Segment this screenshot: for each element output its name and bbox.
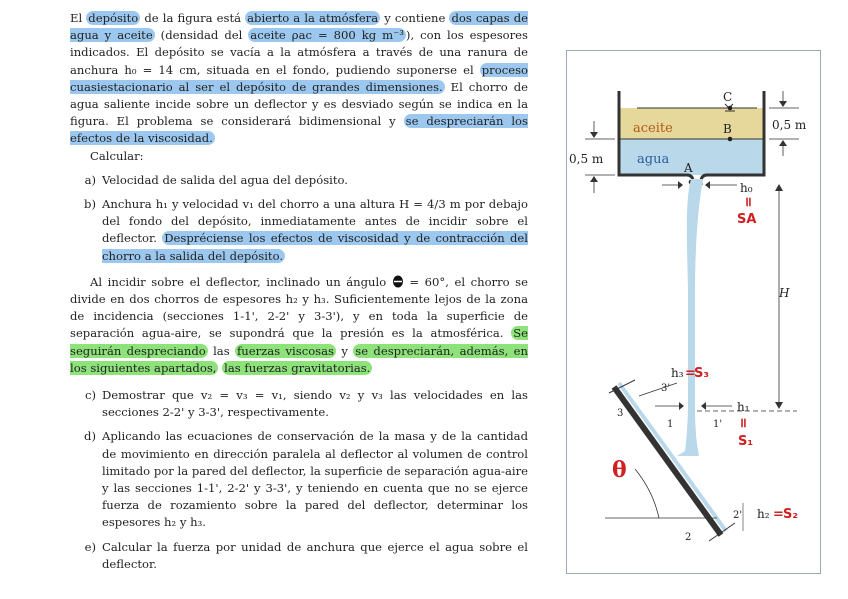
question-text: Calcular la fuerza por unidad de anchura que ejerce el agua sobre el deflector. bbox=[102, 539, 528, 571]
question-label: c) bbox=[84, 388, 96, 403]
deflector-paragraph bbox=[70, 274, 528, 377]
point-B bbox=[728, 137, 733, 142]
para-text: = 60°, el chorro se divide en dos chorros de espesores h₂ y h₃. Suficientemente lejos de la zona de incidencia (secciones 1-1', 2-2' y 3-3'), y en toda la superficie de separación agua-aire, se supondrá que la presión es la atmosférica. bbox=[70, 274, 528, 341]
arrowhead bbox=[775, 184, 783, 191]
section-label: 1' bbox=[713, 419, 723, 430]
water-label: agua bbox=[637, 152, 670, 167]
arrowhead bbox=[590, 132, 598, 138]
intro-text: ), con los espesores indicados. El depósito se vacía a la atmósfera a través de una ranura de anchura h₀ = 14 cm, situada en el fondo, pudiendo suponerse el bbox=[70, 28, 528, 77]
intro-text: de la figura está bbox=[140, 11, 246, 25]
dim-label-right: 0,5 m bbox=[772, 118, 807, 132]
problem-text bbox=[70, 10, 528, 573]
highlight-blue: aceite ρac = 800 kg m⁻³ bbox=[250, 28, 404, 43]
highlight-green: se despreciarán, además, en los siguientes apartados, bbox=[70, 343, 528, 375]
water-jet bbox=[677, 179, 703, 456]
theta-arc bbox=[635, 469, 659, 518]
oil-label: aceite bbox=[633, 121, 673, 136]
highlight-green: fuerzas viscosas bbox=[237, 343, 334, 358]
question-text: Anchura h₁ y velocidad v₁ del chorro a una altura H = 4/3 m por debajo del fondo del depósito, inmediatamente antes de incidir sobre el deflector. bbox=[102, 197, 528, 246]
highlight-blue: proceso cuasiestacionario al ser el depósito de grandes dimensiones. bbox=[70, 62, 528, 94]
theta-symbol bbox=[392, 275, 404, 288]
theta-label: θ bbox=[612, 457, 627, 483]
para-text: las bbox=[207, 343, 236, 358]
section-label: 2 bbox=[685, 532, 692, 543]
question-c bbox=[70, 387, 528, 421]
section-label: 2' bbox=[733, 510, 743, 521]
label-C: C bbox=[723, 90, 733, 104]
arrowhead bbox=[705, 181, 710, 189]
para-text: Al incidir sobre el deflector, inclinado un ángulo bbox=[90, 274, 392, 289]
figure-svg bbox=[567, 51, 820, 573]
arrowhead bbox=[679, 402, 684, 410]
section-3-line bbox=[609, 380, 635, 393]
section-label: 1 bbox=[667, 419, 674, 430]
para-text: y bbox=[336, 343, 354, 358]
intro-text: y contiene bbox=[380, 11, 450, 25]
highlight-blue: depósito bbox=[88, 11, 139, 25]
highlight-green: Se seguirán despreciando bbox=[70, 326, 529, 358]
highlight-blue: dos capas de agua y aceite bbox=[70, 11, 529, 43]
highlight-blue: abierto a la atmósfera bbox=[247, 11, 379, 25]
equals-sign: ॥ bbox=[744, 195, 752, 210]
highlight-blue: se despreciarán los efectos de la viscosidad. bbox=[70, 114, 528, 146]
question-label: a) bbox=[84, 172, 96, 187]
deflector-water-film bbox=[619, 383, 726, 531]
question-text: Velocidad de salida del agua del depósito. bbox=[102, 172, 348, 187]
question-text-wrap bbox=[102, 196, 528, 265]
equals-sign: = bbox=[773, 507, 784, 522]
intro-paragraph bbox=[70, 10, 528, 148]
h3-leader bbox=[639, 383, 677, 396]
h1-label: h₁ bbox=[737, 400, 750, 414]
question-label: e) bbox=[84, 539, 96, 554]
SA-label: SA bbox=[737, 212, 757, 227]
point-C bbox=[728, 106, 733, 111]
deflector-plate bbox=[614, 387, 721, 535]
S3-label: S₃ bbox=[694, 366, 710, 381]
h0-label: h₀ bbox=[740, 181, 753, 195]
highlight-green: las fuerzas gravitatorias. bbox=[224, 360, 371, 375]
tank-deflector-figure bbox=[566, 50, 821, 574]
arrowhead bbox=[779, 140, 787, 146]
arrowhead bbox=[678, 181, 683, 189]
question-label: d) bbox=[84, 429, 96, 444]
dim-label-left: 0,5 m bbox=[569, 152, 604, 166]
question-text: Aplicando las ecuaciones de conservación de la masa y de la cantidad de movimiento en dirección paralela al deflector al volumen de control limitado por la pared del deflector, la superficie de separación agua-aire y las secciones 1-1', 2-2' y 3-3', y teniendo en cuenta que no se ejerce fuerza de rozamiento sobre la pared del deflector, determinar los espesores h₂ y h₃. bbox=[102, 429, 528, 530]
label-A: A bbox=[684, 161, 693, 175]
question-a bbox=[70, 172, 528, 189]
S1-label: S₁ bbox=[738, 434, 754, 449]
h2-label: h₂ bbox=[757, 507, 770, 521]
arrowhead bbox=[701, 402, 706, 410]
highlight-blue: Despréciense los efectos de viscosidad y de contracción del chorro a la salida del depósito. bbox=[102, 231, 528, 263]
intro-text: El bbox=[70, 11, 87, 25]
section-label: 3 bbox=[617, 408, 624, 419]
intro-text: El chorro de agua saliente incide sobre un deflector y es desviado según se indica en la figura. El problema se considerará bidimensional y bbox=[70, 79, 528, 129]
equals-sign: ॥ bbox=[739, 416, 747, 431]
section-label: 3' bbox=[661, 383, 671, 394]
question-e bbox=[70, 539, 528, 573]
S2-label: S₂ bbox=[783, 507, 799, 522]
calcular-heading: Calcular: bbox=[90, 148, 144, 163]
question-label: b) bbox=[84, 197, 96, 212]
question-b bbox=[70, 196, 528, 265]
question-text: Demostrar que v₂ = v₃ = v₁, siendo v₂ y v₃ las velocidades en las secciones 2-2' y 3-3', respectivamente. bbox=[102, 388, 528, 420]
arrowhead bbox=[775, 402, 783, 409]
H-label: H bbox=[779, 286, 790, 300]
equals-sign: = bbox=[685, 366, 696, 381]
label-B: B bbox=[723, 122, 732, 136]
intro-text: (densidad del bbox=[154, 28, 249, 43]
question-d bbox=[70, 428, 528, 531]
arrowhead bbox=[590, 176, 598, 182]
h3-label: h₃ bbox=[671, 366, 684, 380]
arrowhead bbox=[779, 101, 787, 107]
